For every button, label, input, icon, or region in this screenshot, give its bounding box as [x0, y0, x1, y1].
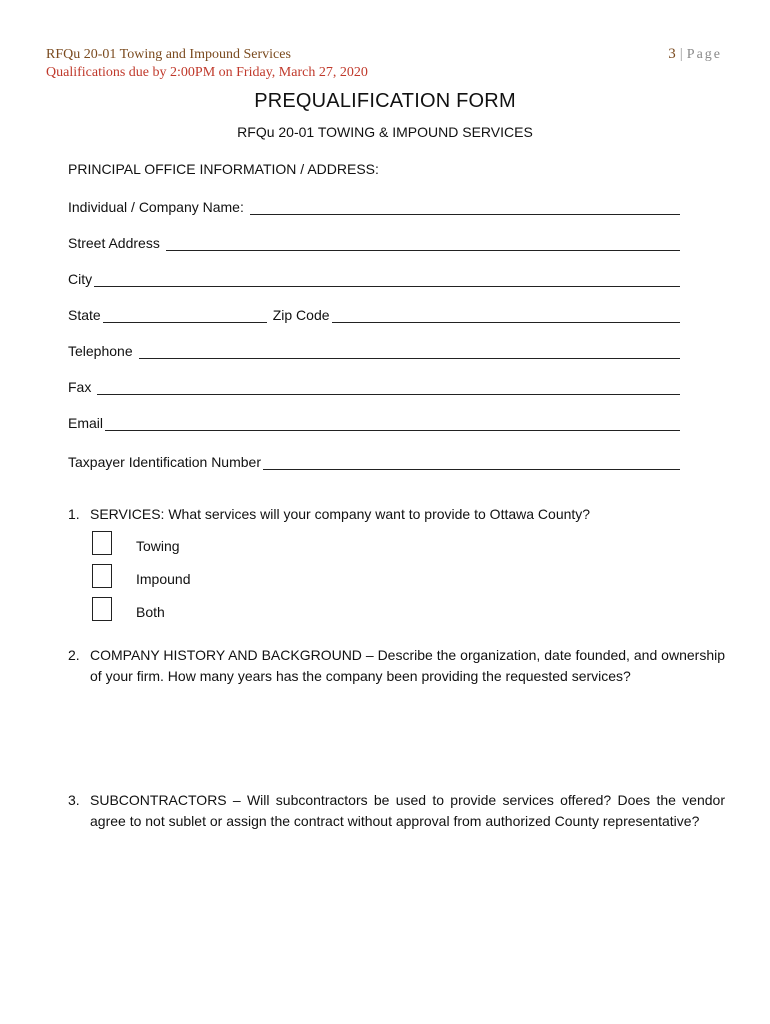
page-separator: | [679, 46, 683, 62]
taxpayer-id-label: Taxpayer Identification Number [68, 454, 261, 470]
city-field [68, 269, 680, 287]
question-text: SUBCONTRACTORS – Will subcontractors be used to provide services offered? Does the vendor agree to not sublet or assign the contract without approval from authorized County representative? [90, 792, 725, 829]
city-label: City [68, 271, 93, 287]
company-name-field [68, 197, 680, 215]
header-rfq-title: RFQu 20-01 Towing and Impound Services [46, 47, 291, 62]
form-subtitle: RFQu 20-01 TOWING & IMPOUND SERVICES [237, 124, 533, 140]
state-label: State [68, 307, 101, 323]
telephone-input-line[interactable] [139, 345, 680, 359]
fax-input-line[interactable] [97, 381, 680, 395]
header-due-date: Qualifications due by 2:00PM on Friday, March 27, 2020 [46, 65, 368, 80]
state-zip-field [68, 305, 680, 323]
form-title: PREQUALIFICATION FORM [254, 90, 516, 112]
question-text: COMPANY HISTORY AND BACKGROUND – Describe the organization, date founded, and ownership of your firm. How many years has the company been providing the requested services? [90, 647, 725, 684]
impound-checkbox[interactable] [92, 564, 112, 588]
company-name-label: Individual / Company Name: [68, 199, 248, 215]
company-name-input-line[interactable] [250, 201, 680, 215]
zip-label: Zip Code [272, 307, 330, 323]
fax-field [68, 377, 680, 395]
question-number: 1. [68, 506, 80, 522]
fax-label: Fax [68, 379, 96, 395]
email-input-line[interactable] [105, 417, 680, 431]
page-indicator [668, 46, 722, 63]
page-header [46, 46, 368, 82]
email-label: Email [68, 415, 104, 431]
taxpayer-id-input-line[interactable] [263, 456, 680, 470]
question-text: SERVICES: What services will your company want to provide to Ottawa County? [90, 506, 591, 522]
question-company-history [68, 645, 725, 687]
both-label: Both [136, 604, 165, 620]
question-services [68, 504, 725, 525]
street-address-input-line[interactable] [166, 237, 680, 251]
question-subcontractors [68, 790, 725, 832]
towing-checkbox[interactable] [92, 531, 112, 555]
section-heading: PRINCIPAL OFFICE INFORMATION / ADDRESS: [68, 161, 379, 177]
page-word: Page [686, 47, 722, 62]
both-checkbox[interactable] [92, 597, 112, 621]
telephone-label: Telephone [68, 343, 137, 359]
impound-label: Impound [136, 571, 191, 587]
question-number: 2. [68, 647, 80, 663]
zip-input-line[interactable] [332, 309, 680, 323]
email-field [68, 413, 680, 431]
street-address-label: Street Address [68, 235, 164, 251]
taxpayer-id-field [68, 452, 680, 470]
state-input-line[interactable] [103, 309, 267, 323]
telephone-field [68, 341, 680, 359]
towing-label: Towing [136, 538, 180, 554]
city-input-line[interactable] [94, 273, 680, 287]
question-number: 3. [68, 792, 80, 808]
street-address-field [68, 233, 680, 251]
page-number: 3 [668, 46, 676, 62]
